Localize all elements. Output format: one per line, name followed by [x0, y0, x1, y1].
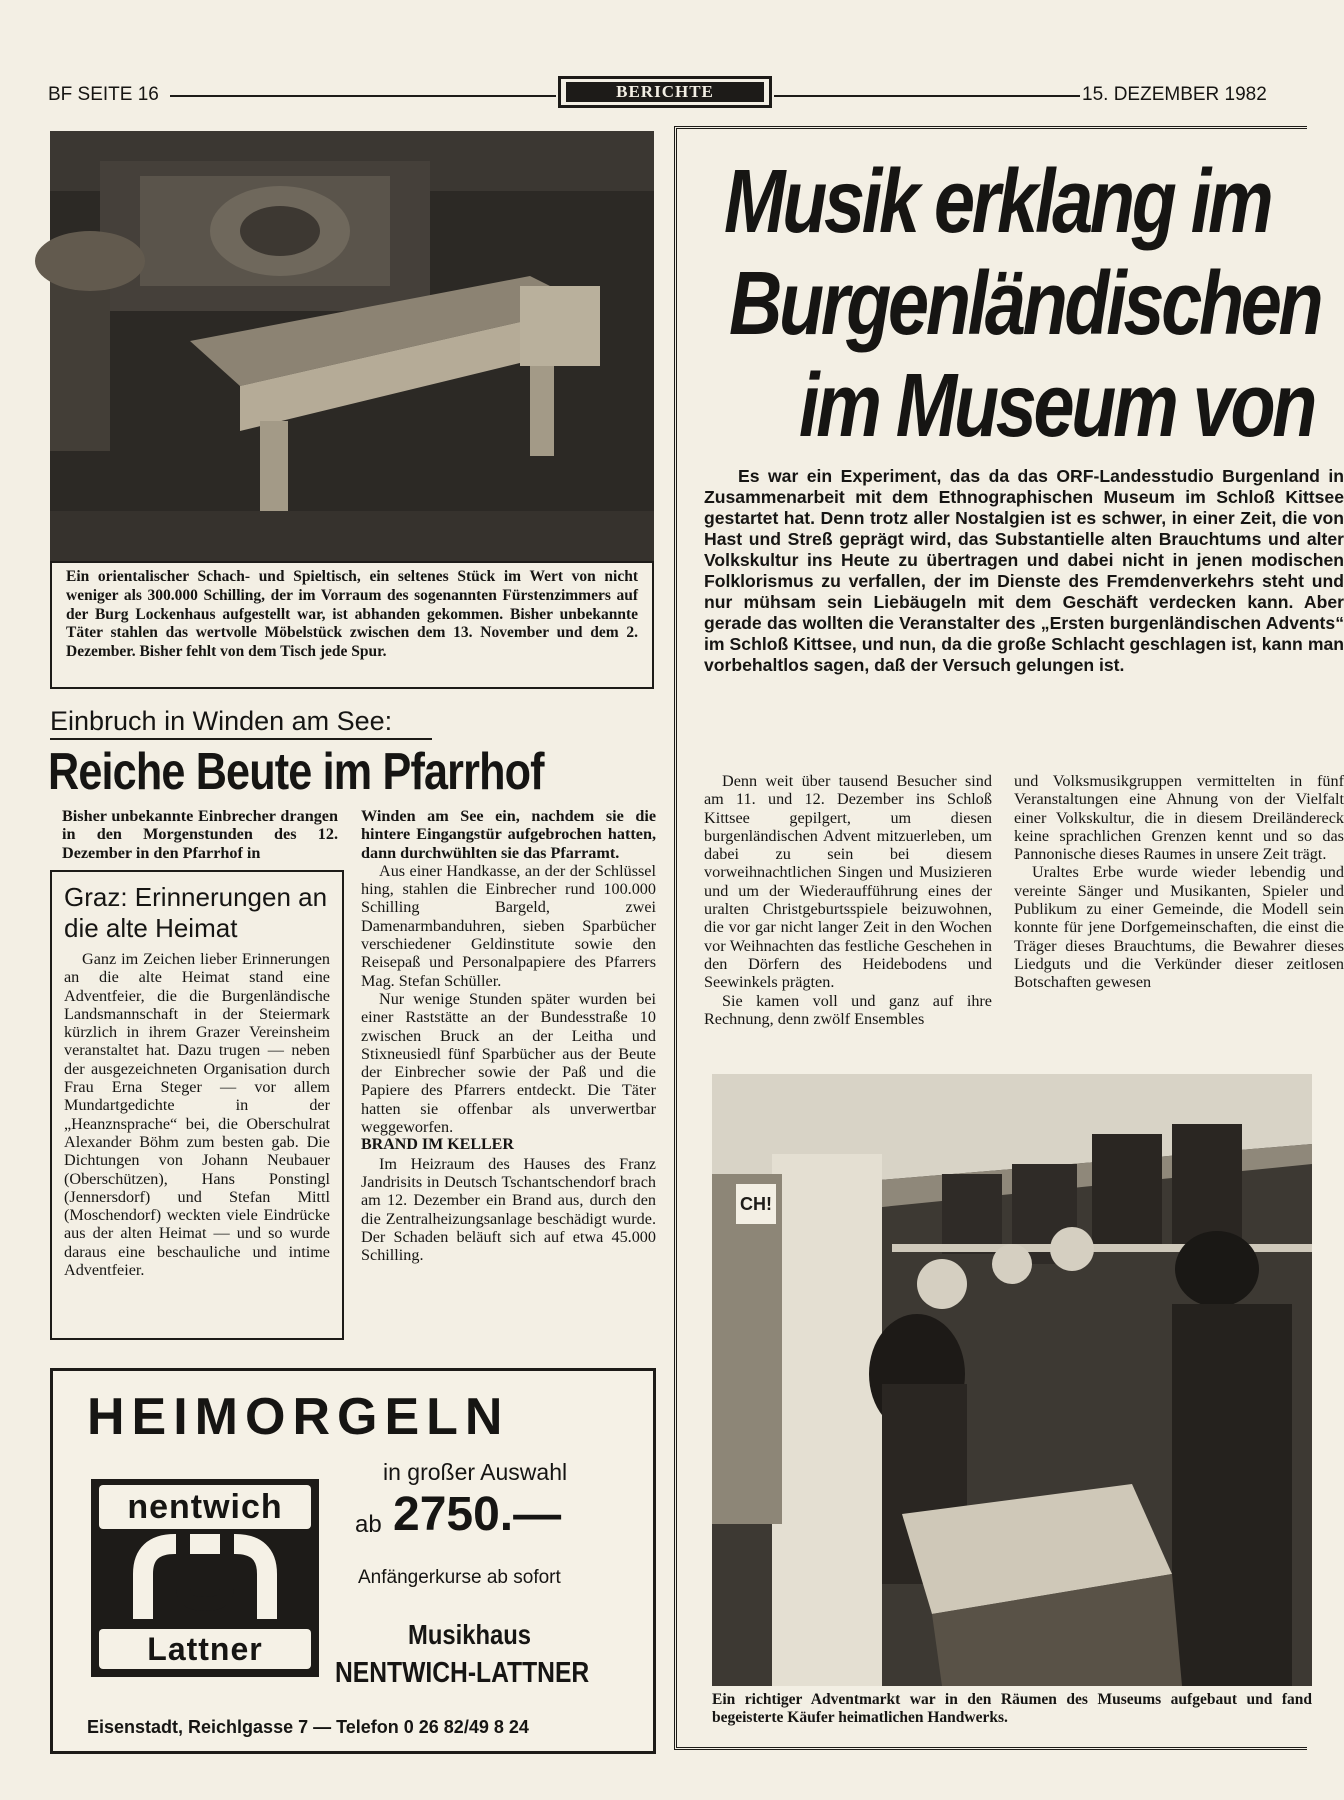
- graz-box: [50, 870, 344, 1340]
- ad-subtitle: in großer Auswahl: [383, 1459, 568, 1485]
- burglary-kicker: Einbruch in Winden am See:: [50, 706, 393, 736]
- burglary-paragraph-2: Nur wenige Stunden später wurden bei einer Raststätte an der Bundesstraße 10 zwischen Bruck an der Leitha und Stixneusiedl fünf Sparbücher aus der Beute der Einbrecher sowie der Paß und die Papiere des Pfarrers entdeckt. Die Täter hatten sie offenbar als unverwertbar weggeworfen.: [361, 989, 656, 1137]
- section-label: [558, 76, 772, 108]
- market-photo-icon: [712, 1074, 1312, 1686]
- header-rule-left: [170, 95, 556, 97]
- burglary-lead-a: Bisher unbekannte Einbrecher drangen in den Morgenstunden des 12. Dezember in den Pfarrhof in: [62, 807, 338, 862]
- burglary-paragraph-1: Aus einer Handkasse, an der der Schlüssel hing, stahlen die Einbrecher rund 100.000 Schilling Bargeld, zwei Damenarmbanduhren, sieben Sparbücher verschiedener Geldinstitute sowie den Reisepaß und Personalpapiere des Pfarrers Mag. Stefan Schüller.: [361, 861, 656, 990]
- ad-title: HEIMORGELN: [87, 1388, 510, 1446]
- page-reference: BF SEITE 16: [48, 84, 159, 105]
- burglary-column: [361, 807, 656, 1264]
- burglary-lead-b: Winden am See ein, nachdem sie die hintere Eingangstür aufgebrochen hatten, dann durchwühlten sie das Pfarramt.: [361, 807, 656, 862]
- ad-logo-mark-icon: [131, 1534, 279, 1624]
- graz-headline: Graz: Erinnerungen an die alte Heimat: [64, 882, 328, 943]
- museum-column-2: [1014, 772, 1344, 992]
- ad-price-prefix: ab: [355, 1511, 382, 1538]
- graz-body: Ganz im Zeichen lieber Erinnerungen an die alte Heimat stand eine Adventfeier, die die Burgenländische Landsmannschaft in der Steiermark kürzlich in ihrem Grazer Vereinsheim veranstaltet hat. Dazu trugen — neben der ausgezeichneten Organisation durch Frau Erna Steger — vor allem Mundartgedichte in der „Heanznsprache“ bei, die Oberschulrat Alexander Böhm zum besten gab. Die Dichtungen von Johann Neubauer (Oberschützen), Hans Ponstingl (Jennersdorf) und Stefan Mittl (Moschendorf) weckten viele Eindrücke aus der alten Heimat — und so wurde daraus eine beschauliche und intime Adventfeier.: [64, 950, 330, 1280]
- kicker-underline: [50, 738, 432, 740]
- fire-subhead: BRAND IM KELLER: [361, 1136, 514, 1154]
- museum-headline-line2: Burgenländischen: [729, 254, 1321, 354]
- market-photo: [712, 1074, 1312, 1686]
- museum-article: [674, 126, 1344, 1750]
- museum-headline-line3: im Museum von: [799, 356, 1315, 456]
- header-rule-right: [774, 95, 1080, 97]
- ad-price: 2750.—: [393, 1488, 562, 1541]
- museum-column-1: [704, 772, 992, 1028]
- ad-address: Eisenstadt, Reichlgasse 7 — Telefon 0 26 82/49 8 24: [87, 1717, 529, 1737]
- organ-ad: [50, 1368, 656, 1754]
- table-photo-caption: Ein orientalischer Schach- und Spieltisch, ein seltenes Stück im Wert von nicht weniger als 300.000 Schilling, der im Vorraum des sogenannten Fürstenzimmers auf der Burg Lockenhaus aufgestellt war, ist abhanden gekommen. Bisher unbekannte Täter stahlen das wertvolle Möbelstück zwischen dem 13. November und dem 2. Dezember. Bisher fehlt von dem Tisch jede Spur.: [66, 568, 638, 661]
- table-photo: [50, 131, 654, 561]
- market-photo-caption: Ein richtiger Adventmarkt war in den Räumen des Museums aufgebaut und fand begeisterte Käufer heimatlichen Handwerks.: [712, 1691, 1312, 1726]
- ad-shop-line1: Musikhaus: [408, 1619, 531, 1650]
- ad-courses: Anfängerkurse ab sofort: [358, 1567, 561, 1588]
- fire-paragraph: Im Heizraum des Hauses des Franz Jandrisits in Deutsch Tschantschendorf brach am 12. Dezember ein Brand aus, durch den die Zentralheizungsanlage beschädigt wurde. Der Schaden beläuft sich auf etwa 45.000 Schilling.: [361, 1154, 656, 1265]
- museum-headline-line1: Musik erklang im: [724, 152, 1271, 252]
- museum-col2-paragraph-2: Uraltes Erbe wurde wieder lebendig und vereinte Sänger und Musikanten, Spieler und Publikum zu einer Gemeinde, die Modell sein konnte für jene Dorfgemeinschaften, die einst die Träger dieses Brauchtums, die Bewahrer dieses Liedguts und die Verkünder dieser zeitlosen Botschaften gewesen: [1014, 863, 1344, 992]
- museum-col1-paragraph-2: Sie kamen voll und ganz auf ihre Rechnung, denn zwölf Ensembles: [704, 991, 992, 1028]
- museum-lead: Es war ein Experiment, das da das ORF-Landesstudio Burgenland in Zusammenarbeit mit dem Ethnographischen Museum im Schloß Kittsee gestartet hat. Denn trotz aller Nostalgien ist es schwer, in einer Zeit, die von Hast und Streß geprägt wird, das Substantielle alten Brauchtums und alter Volkskultur ins Heute zu übertragen und dabei nicht in jenen modischen Folklorismus zu verfallen, der im Dienste des Fremdenverkehrs steht und nur mühsam sein Liebäugeln mit dem Geschäft verdecken kann. Aber gerade das wollten die Veranstalter des „Ersten burgenländischen Advents“ im Schloß Kittsee, und nun, da die große Schlacht geschlagen ist, kann man vorbehaltlos sagen, daß der Versuch gelungen ist.: [704, 466, 1344, 675]
- section-label-text: BERICHTE: [566, 82, 764, 102]
- museum-col1-paragraph-1: Denn weit über tausend Besucher sind am 11. und 12. Dezember ins Schloß Kittsee gepilgert, um diesen burgenländischen Advent mitzuerleben, um dabei zu sein bei diesem vorweihnachtlichen Singen und Musizieren und um der Wiederaufführung eines der uralten Christgeburtsspiele beizuwohnen, die vor gar nicht langer Zeit in den Wochen vor Weihnachten das festliche Geschehen in den Dörfern des Heidebodens und Seewinkels prägten.: [704, 772, 992, 992]
- ad-logo-top: nentwich: [99, 1485, 311, 1529]
- ad-logo-bottom: Lattner: [99, 1629, 311, 1669]
- market-sign: CH!: [736, 1184, 776, 1224]
- table-photo-icon: [50, 131, 654, 561]
- ad-logo: [91, 1479, 319, 1677]
- table-photo-caption-box: [50, 561, 654, 689]
- ad-shop-line2: NENTWICH-LATTNER: [335, 1657, 590, 1689]
- museum-col2-paragraph-1: und Volksmusikgruppen vermittelten in fünf Veranstaltungen eine Ahnung von der Vielfalt einer Volkskultur, die in diesem Dreiländereck keine sprachlichen Grenzen kennt und so das Pannonische dieses Raumes in unsere Zeit trägt.: [1014, 772, 1344, 864]
- page-date: 15. DEZEMBER 1982: [1082, 84, 1267, 105]
- burglary-headline: Reiche Beute im Pfarrhof: [48, 743, 544, 801]
